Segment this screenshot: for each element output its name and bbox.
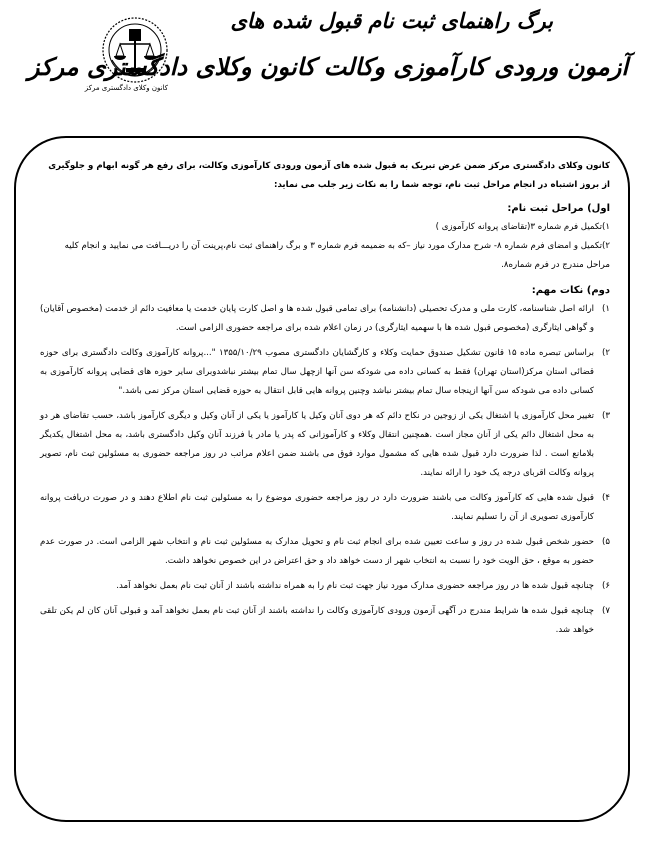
note-text: حضور شخص قبول شده در روز و ساعت تعیین شده برای انجام ثبت نام و تحویل مدارک به مسئولین ثبت نام و انتخاب شهر الزامی است. در صورت عدم حضور به موقع ، حق الویت خود را نسبت به انتخاب شهر از دست خواهد داد و حق اعتراض در این خصوص نخواهد داشت.: [40, 537, 594, 566]
note-text: چنانچه قبول شده ها در روز مراجعه حضوری مدارک مورد نیاز جهت ثبت نام را به همراه نداشته باشند از آنان ثبت نام بعمل نخواهد آمد.: [116, 581, 594, 591]
section1-item: ۱)تکمیل فرم شماره ۳(تقاضای پروانه کارآموزی ): [435, 222, 610, 232]
section2-heading: دوم) نکات مهم:: [531, 285, 610, 296]
page-title-line2: آزمون ورودی کارآموزی وکالت کانون وکلای دادگستری مرکز: [27, 52, 628, 81]
note-number: ۶): [602, 581, 610, 591]
note-text: قبول شده هایی که کارآموز وکالت می باشند ضرورت دارد در روز مراجعه حضوری موضوع را به مسئولین ثبت نام اطلاع دهند و در صورت دریافت پروانه کارآموزی تصویری از آن را تسلیم نمایند.: [40, 493, 594, 522]
note-number: ۴): [602, 493, 610, 503]
note-item: [40, 407, 610, 483]
note-item: [40, 344, 610, 401]
content-body: [40, 157, 610, 640]
section1-item: ۲)تکمیل و امضای فرم شماره ۸- شرح مدارک مورد نیاز –که به ضمیمه فرم شماره ۳ و برگ راهنمای ثبت نام،پرینت آن را دریـــافت می نمایید و انجام کلیه مراحل مندرج در فرم شماره۸.: [64, 241, 610, 270]
note-item: [40, 602, 610, 640]
note-number: ۵): [602, 537, 610, 547]
note-item: [40, 489, 610, 527]
note-text: تغییر محل کارآموزی یا اشتغال یکی از زوجین در نکاح دائم که هر دوی آنان وکیل یا کارآموز یا یکی از آنان وکیل و دیگری کارآموز باشد، حسب تقاضای هر دو به محل اشتغال دائم یکی از آنان مجاز است .همچنین انتقال وکلاء و کارآموزانی که پدر یا مادر یا فرزند آنان وکیل دادگستری باشد، به محل اشتغال یکدیگر بلامانع است . لذا ضرورت دارد قبول شده هایی که مشمول موارد فوق می باشند ضمن اعلام مراتب در روز مراجعه حضوری به مسئولین ثبت نام، تصویر پروانه وکالت اقربای درجه یک خود را ارائه نمایند.: [40, 411, 594, 478]
note-number: ۲): [602, 348, 610, 358]
note-item: [40, 300, 610, 338]
note-item: [40, 533, 610, 571]
section1-heading: اول) مراحل ثبت نام:: [507, 203, 610, 214]
note-text: چنانچه قبول شده ها شرایط مندرج در آگهی آزمون ورودی کارآموزی وکالت را نداشته باشند از آنان ثبت نام بعمل نخواهد آمد و قبولی آنان کان لم یکن تلقی خواهد شد.: [40, 606, 594, 635]
note-number: ۳): [602, 411, 610, 421]
page-title-line1: برگ راهنمای ثبت نام قبول شده های: [230, 8, 553, 33]
note-number: ۱): [602, 304, 610, 314]
note-text: براساس تبصره ماده ۱۵ قانون تشکیل صندوق حمایت وکلاء و کارگشایان دادگستری مصوب ۱۳۵۵/۱۰/۲۹ "...پروانه کارآموزی وکالت دادگستری برای حوزه قضائی استان مرکز(استان تهران) فقط به کسانی داده می شودکه سن آنها ازچهل سال تمام بیشتر نباشدوبرای سایر حوزه های قضایی پروانه کارآموزی به کسانی داده می شودکه سن آنها ازپنجاه سال تمام بیشتر نباشد وچنین پروانه هایی قابل انتقال به حوزه قضایی استان مرکز نمی باشد.": [40, 348, 594, 396]
note-item: [40, 577, 610, 596]
note-text: ارائه اصل شناسنامه، کارت ملی و مدرک تحصیلی (دانشنامه) برای تمامی قبول شده ها و اصل کارت پایان خدمت یا معافیت دائم از خدمت (مخصوص آقایان) و گواهی ایثارگری (مخصوص قبول شده ها با سهمیه ایثارگری) در زمان اعلام شده برای مراجعه حضوری الزامی است.: [40, 304, 594, 333]
intro-paragraph: کانون وکلای دادگستری مرکز ضمن عرض تبریک به قبول شده های آزمون ورودی کارآموزی وکالت، برای رفع هر گونه ابهام و جلوگیری از بروز اشتباه در انجام مراحل ثبت نام، توجه شما را به نکات زیر جلب می نماید:: [48, 161, 610, 190]
logo-caption: کانون وکلای دادگستری مرکز: [84, 84, 168, 92]
note-number: ۷): [602, 606, 610, 616]
